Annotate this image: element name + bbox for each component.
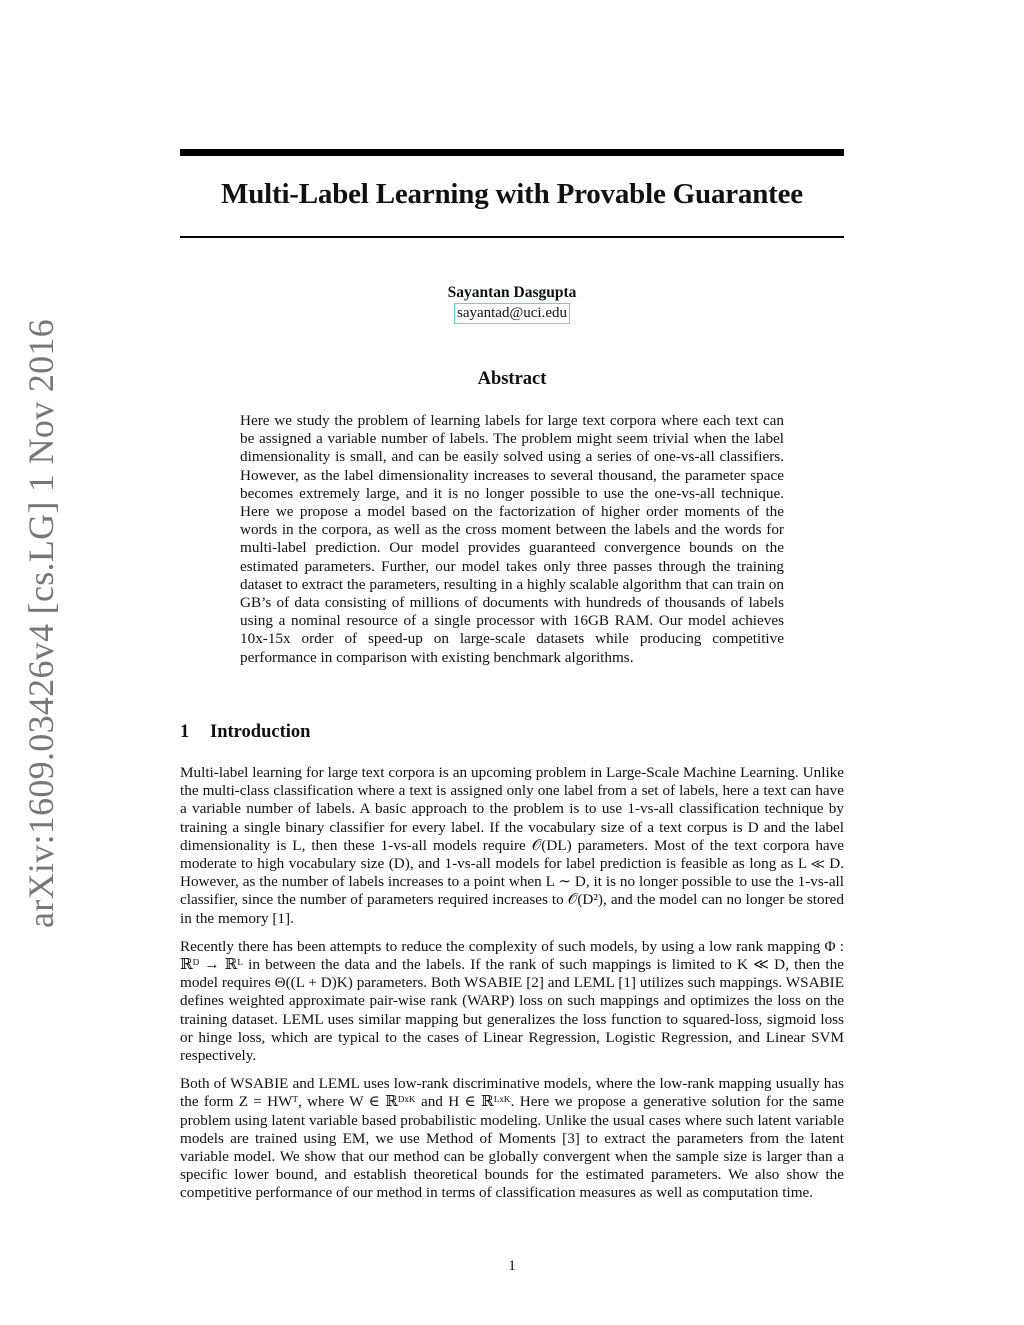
email-container xyxy=(0,303,1024,324)
paragraph: Both of WSABIE and LEML uses low-rank discriminative models, where the low-rank mapping usually has the form Z = HWᵀ, where W ∈ ℝᴰˣᴷ and H ∈ ℝᴸˣᴷ. Here we propose a generative solution for the same problem using latent variable based probabilistic modeling. Unlike the usual cases where such latent variable models are trained using EM, we use Method of Moments [3] to extract the parameters from the latent variable model. We show that our method can be globally convergent when the sample size is larger than a specific lower bound, and establish theoretical bounds for the estimated parameters. We also show the competitive performance of our method in terms of classification measures as well as computation time. xyxy=(180,1075,844,1202)
author-email-link[interactable]: sayantad@uci.edu xyxy=(454,303,570,324)
abstract-text: Here we study the problem of learning labels for large text corpora where each text can be assigned a variable number of labels. The problem might seem trivial when the label dimensionality is small, and can be easily solved using a series of one-vs-all classifiers. However, as the label dimensionality increases to several thousand, the parameter space becomes extremely large, and it is no longer possible to use the one-vs-all technique. Here we propose a model based on the factorization of higher order moments of the words in the corpora, as well as the cross moment between the labels and the words for multi-label prediction. Our model provides guaranteed convergence bounds on the estimated parameters. Further, our model takes only three passes through the training dataset to extract the parameters, resulting in a highly scalable algorithm that can train on GB’s of data consisting of millions of documents with hundreds of thousands of labels using a nominal resource of a single processor with 16GB RAM. Our model achieves 10x-15x order of speed-up on large-scale datasets while producing competitive performance in comparison with existing benchmark algorithms. xyxy=(240,412,784,666)
author-name: Sayantan Dasgupta xyxy=(447,284,577,301)
paper-title: Multi-Label Learning with Provable Guarantee xyxy=(221,178,803,210)
section-number: 1 xyxy=(180,722,190,742)
page-number: 1 xyxy=(508,1258,516,1274)
paragraph: Recently there has been attempts to reduce the complexity of such models, by using a low rank mapping Φ : ℝᴰ → ℝᴸ in between the data and the labels. If the rank of such mappings is limited to K ≪ D, then the model requires Θ((L + D)K) parameters. Both WSABIE [2] and LEML [1] utilizes such mappings. WSABIE defines weighted approximate pair-wise rank (WARP) loss on such mappings and optimizes the loss on the training dataset. LEML uses similar mapping but generalizes the loss function to squared-loss, sigmoid loss or hinge loss, which are typical to the cases of Linear Regression, Logistic Regression, and Linear SVM respectively. xyxy=(180,937,844,1065)
abstract-heading: Abstract xyxy=(477,369,547,389)
arxiv-stamp: arXiv:1609.03426v4 [cs.LG] 1 Nov 2016 xyxy=(21,318,61,928)
section-title: Introduction xyxy=(210,722,311,742)
section-body xyxy=(180,764,844,1213)
title-rule-bottom xyxy=(180,236,844,238)
section-heading xyxy=(180,722,310,743)
title-rule-top xyxy=(180,149,844,156)
paragraph: Multi-label learning for large text corpora is an upcoming problem in Large-Scale Machine Learning. Unlike the multi-class classification where a text is assigned only one label from a set of labels, here a text can have a variable number of labels. A basic approach to the problem is to use 1-vs-all classification technique by training a single binary classifier for every label. If the vocabulary size of a text corpus is D and the label dimensionality is L, then these 1-vs-all models require 𝒪(DL) parameters. Most of the text corpora have moderate to high vocabulary size (D), and 1-vs-all models for label prediction is feasible as long as L ≪ D. However, as the number of labels increases to a point when L ∼ D, it is no longer possible to use the 1-vs-all classifier, since the number of parameters required increases to 𝒪(D²), and the model can no longer be stored in the memory [1]. xyxy=(180,764,844,927)
